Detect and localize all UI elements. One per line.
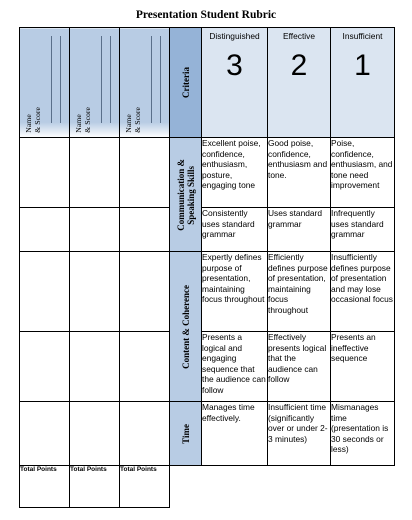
- level-score: 3: [226, 49, 243, 82]
- name-score-cell-3[interactable]: [120, 28, 170, 138]
- score-cell[interactable]: [70, 332, 120, 402]
- total-points-cell[interactable]: Total Points: [20, 466, 70, 508]
- empty-cell: [331, 466, 395, 508]
- category-content: [170, 252, 202, 402]
- level-name: Effective: [283, 31, 315, 41]
- criteria-header: Criteria: [180, 67, 191, 98]
- rubric-row: [20, 138, 395, 208]
- category-label: Time: [180, 423, 191, 444]
- rubric-row: [20, 402, 395, 466]
- rubric-table: [19, 27, 395, 508]
- descriptor-cell: Poise, confidence, enthusiasm, and tone need improvement: [331, 138, 395, 208]
- score-cell[interactable]: [120, 332, 170, 402]
- score-cell[interactable]: [120, 252, 170, 332]
- descriptor-cell: Excellent poise, confidence, enthusiasm, posture, engaging tone: [202, 138, 268, 208]
- descriptor-cell: Consistently uses standard grammar: [202, 208, 268, 252]
- category-communication: [170, 138, 202, 252]
- score-cell[interactable]: [120, 208, 170, 252]
- score-cell[interactable]: [70, 208, 120, 252]
- name-lines: [51, 36, 61, 123]
- name-score-cell-2[interactable]: [70, 28, 120, 138]
- name-lines: [101, 36, 111, 123]
- rubric-row: [20, 332, 395, 402]
- descriptor-cell: Insufficiently defines purpose of presentation and may lose occasional focus: [331, 252, 395, 332]
- name-score-label: Name & Score: [24, 107, 42, 133]
- score-cell[interactable]: [20, 208, 70, 252]
- empty-cell: [268, 466, 331, 508]
- name-score-label: Name & Score: [74, 107, 92, 133]
- descriptor-cell: Good poise, confidence, enthusiasm and tone.: [268, 138, 331, 208]
- total-points-cell[interactable]: Total Points: [70, 466, 120, 508]
- descriptor-cell: Effectively presents logical that the audience can follow: [268, 332, 331, 402]
- level-header-insufficient: [331, 28, 395, 138]
- level-name: Distinguished: [209, 31, 260, 41]
- descriptor-cell: Efficiently defines purpose of presentation, maintaining focus throughout: [268, 252, 331, 332]
- header-row: [20, 28, 395, 138]
- score-cell[interactable]: [20, 402, 70, 466]
- descriptor-cell: Uses standard grammar: [268, 208, 331, 252]
- category-label: Communication & Speaking Skills: [175, 158, 196, 231]
- level-score: 1: [354, 49, 371, 82]
- rubric-row: [20, 208, 395, 252]
- category-time: [170, 402, 202, 466]
- name-score-cell-1[interactable]: [20, 28, 70, 138]
- score-cell[interactable]: [70, 138, 120, 208]
- score-cell[interactable]: [120, 138, 170, 208]
- score-cell[interactable]: [70, 402, 120, 466]
- score-cell[interactable]: [20, 332, 70, 402]
- empty-cell: [170, 466, 202, 508]
- category-label: Content & Coherence: [180, 284, 191, 369]
- level-header-distinguished: [202, 28, 268, 138]
- name-lines: [151, 36, 161, 123]
- page-title: Presentation Student Rubric: [135, 9, 277, 21]
- descriptor-cell: Infrequently uses standard grammar: [331, 208, 395, 252]
- name-score-label: Name & Score: [124, 107, 142, 133]
- descriptor-cell: Presents a logical and engaging sequence that the audience can follow: [202, 332, 268, 402]
- empty-cell: [202, 466, 268, 508]
- score-cell[interactable]: [120, 402, 170, 466]
- descriptor-cell: Presents an ineffective sequence: [331, 332, 395, 402]
- total-points-row: [20, 466, 395, 508]
- descriptor-cell: Insufficient time (significantly over or under 2-3 minutes): [268, 402, 331, 466]
- total-points-cell[interactable]: Total Points: [120, 466, 170, 508]
- score-cell[interactable]: [20, 138, 70, 208]
- level-header-effective: [268, 28, 331, 138]
- descriptor-cell: Manages time effectively.: [202, 402, 268, 466]
- level-score: 2: [290, 49, 308, 82]
- level-name: Insufficient: [342, 31, 383, 41]
- descriptor-cell: Mismanages time (presentation is 30 seconds or less): [331, 402, 395, 466]
- descriptor-cell: Expertly defines purpose of presentation, maintaining focus throughout: [202, 252, 268, 332]
- criteria-header-cell: [170, 28, 202, 138]
- score-cell[interactable]: [70, 252, 120, 332]
- score-cell[interactable]: [20, 252, 70, 332]
- rubric-row: [20, 252, 395, 332]
